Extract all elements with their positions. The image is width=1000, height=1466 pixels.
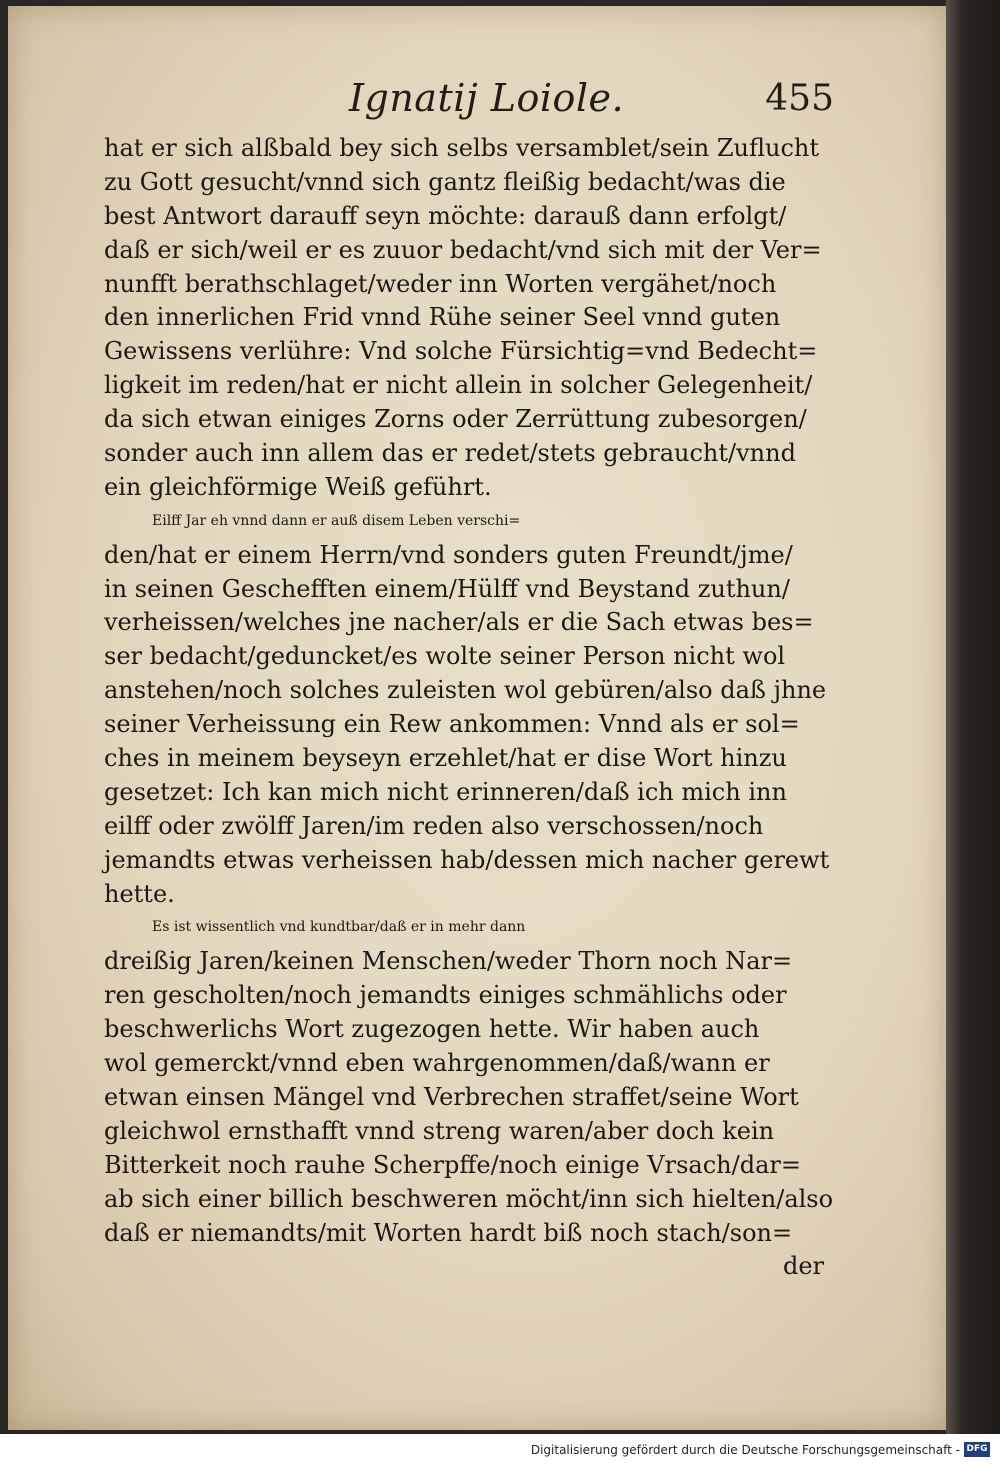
paragraph-start-line: Es ist wissentlich vnd kundtbar/daß er in mehr dann <box>152 919 526 936</box>
text-line: jemandts etwas verheissen hab/dessen mich nacher gerewt <box>104 845 830 874</box>
text-line: ches in meinem beyseyn erzehlet/hat er dise Wort hinzu <box>104 744 787 773</box>
text-line: dreißig Jaren/keinen Menschen/weder Thorn noch Nar= <box>104 947 793 976</box>
body-text <box>104 132 844 1284</box>
text-line: den/hat er einem Herrn/vnd sonders guten Freundt/jme/ <box>104 540 793 569</box>
text-line: ligkeit im reden/hat er nicht allein in solcher Gelegenheit/ <box>104 371 813 400</box>
text-line: in seinen Geschefften einem/Hülff vnd Beystand zuthun/ <box>104 574 790 603</box>
page-number: 455 <box>765 78 834 119</box>
book-page-edge <box>946 0 1000 1434</box>
text-line: wol gemerckt/vnnd eben wahrgenommen/daß/wann er <box>104 1049 770 1078</box>
paragraph-start-line: Eilff Jar eh vnnd dann er auß disem Leben verschi= <box>152 512 521 529</box>
dfg-logo-icon: DFG <box>964 1442 990 1457</box>
running-head-title: Ignatij Loiole. <box>349 76 625 120</box>
text-line: hat er sich alßbald bey sich selbs versamblet/sein Zuflucht <box>104 134 820 162</box>
text-line: eilff oder zwölff Jaren/im reden also verschossen/noch <box>104 811 764 840</box>
text-line: ser bedacht/geduncket/es wolte seiner Person nicht wol <box>104 642 786 671</box>
text-line: zu Gott gesucht/vnnd sich gantz fleißig bedacht/was die <box>104 167 786 196</box>
text-line: beschwerlichs Wort zugezogen hette. Wir haben auch <box>104 1015 760 1044</box>
text-line: ab sich einer billich beschweren möcht/inn sich hielten/also <box>104 1184 834 1213</box>
text-line: seiner Verheissung ein Rew ankommen: Vnnd als er sol= <box>104 710 800 739</box>
text-line: best Antwort darauff seyn möchte: darauß dann erfolgt/ <box>104 201 787 230</box>
text-line: daß er sich/weil er es zuuor bedacht/vnd sich mit der Ver= <box>104 235 822 264</box>
text-line: da sich etwan einiges Zorns oder Zerrüttung zubesorgen/ <box>104 405 807 434</box>
catchword: der <box>782 1252 824 1281</box>
book-page <box>8 6 946 1430</box>
text-line: verheissen/welches jne nacher/als er die Sach etwas bes= <box>104 608 814 637</box>
text-line: daß er niemandts/mit Worten hardt biß noch stach/son= <box>104 1218 793 1247</box>
text-line: gleichwol ernsthafft vnnd streng waren/aber doch kein <box>104 1116 775 1145</box>
text-line: Gewissens verlühre: Vnd solche Fürsichtig=vnd Bedecht= <box>104 337 818 366</box>
text-line: ein gleichförmige Weiß geführt. <box>104 472 492 501</box>
text-line: etwan einsen Mängel vnd Verbrechen straffet/seine Wort <box>104 1082 799 1111</box>
text-line: Bitterkeit noch rauhe Scherpffe/noch einige Vrsach/dar= <box>104 1150 801 1179</box>
funding-credit: Digitalisierung gefördert durch die Deutsche Forschungsgemeinschaft - <box>530 1443 960 1457</box>
text-line: sonder auch inn allem das er redet/stets gebraucht/vnnd <box>104 439 796 468</box>
footer-bar <box>0 1434 1000 1466</box>
text-line: den innerlichen Frid vnnd Rühe seiner Seel vnnd guten <box>104 303 781 332</box>
running-head <box>104 76 834 130</box>
text-line: ren gescholten/noch jemandts einiges schmählichs oder <box>104 981 787 1010</box>
text-line: gesetzet: Ich kan mich nicht erinneren/daß ich mich inn <box>104 777 787 806</box>
text-line: anstehen/noch solches zuleisten wol gebüren/also daß jhne <box>104 676 827 705</box>
text-line: hette. <box>104 879 175 908</box>
text-line: nunfft berathschlaget/weder inn Worten vergähet/noch <box>104 269 777 298</box>
